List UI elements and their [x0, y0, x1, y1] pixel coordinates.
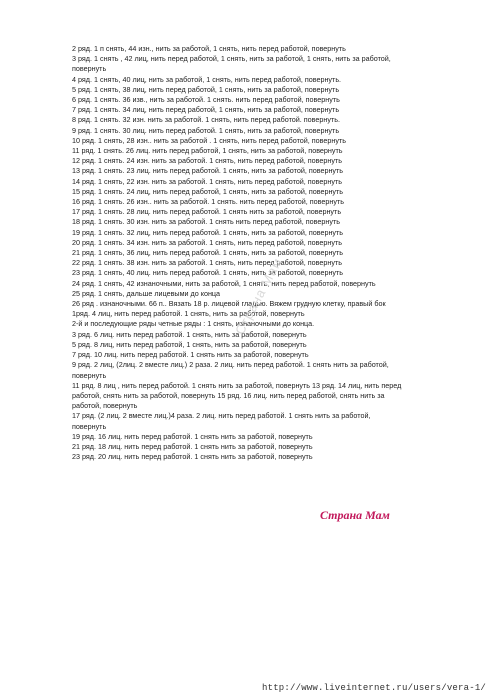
text-line: 11 ряд. 8 лиц , нить перед работой. 1 снять нить за работой, повернуть 13 ряд. 14 лиц, нить перед работой, снять нить за работой, повернуть 15 ряд. 16 лиц. нить перед работой, снять нить за работой, повернуть [72, 380, 402, 411]
text-line: 2 ряд. 1 п снять, 44 изн., нить за работой, 1 снять, нить перед работой, повернуть [72, 44, 346, 53]
text-line: 2-й и последующие ряды четные ряды : 1 снять, изнаночными до конца. [72, 319, 315, 329]
text-line: 8 ряд. 1 снять. 32 изн. нить за работой. 1 снять, нить перед работой. повернуть. [72, 115, 341, 125]
text-line: 20 ряд. 1 снять. 34 изн. нить за работой. 1 снять, нить перед работой, повернуть [72, 237, 343, 247]
text-line: 10 ряд. 1 снять, 28 изн.. нить за работой . 1 снять, нить перед работой, повернуть [72, 135, 347, 145]
text-line: 17 ряд. 1 снять. 28 лиц. нить перед работой. 1 снять нить за работой, повернуть [72, 207, 342, 217]
text-line: 11 ряд. 1 снять. 26 лиц. нить перед работой, 1 снять, нить за работой, повернуть [72, 146, 343, 156]
text-line: 5 ряд. 1 снять, 38 лиц, нить перед работой, 1 снять, нить за работой, повернуть [72, 84, 340, 94]
text-line: 1ряд. 4 лиц, нить перед работой. 1 снять, нить за работой, повернуть [72, 309, 305, 319]
source-url: http://www.liveinternet.ru/users/vera-1/ [262, 683, 487, 693]
text-line: 26 ряд . изнаночными. 66 п.. Вязать 18 р. лицевой гладью. Вяжем грудную клетку, правый бок [72, 299, 386, 309]
text-line: 21 ряд. 18 лиц. нить перед работой. 1 снять нить за работой, повернуть [72, 441, 313, 451]
text-line: 23 ряд. 20 лиц. нить перед работой. 1 снять нить за работой, повернуть [72, 452, 313, 462]
text-line: 5 ряд. 8 лиц, нить перед работой, 1 снять, нить за работой, повернуть [72, 339, 307, 349]
text-line: 7 ряд. 1 снять. 34 лиц, нить перед работой, 1 снять, нить за работой, повернуть [72, 105, 340, 115]
text-line: 19 ряд. 16 лиц. нить перед работой. 1 снять нить за работой, повернуть [72, 431, 313, 441]
text-line: 3 ряд. 6 лиц. нить перед работой. 1 снять, нить за работой, повернуть [72, 329, 307, 339]
text-line: 3 ряд. 1 снять , 42 лиц, нить перед работой, 1 снять, нить за работой, 1 снять, нить за работой, повернуть [72, 54, 391, 74]
text-line: повернуть [72, 370, 107, 380]
watermark-text: Страна Мам [232, 254, 286, 338]
text-line: 15 ряд. 1 снять. 24 лиц, нить перед работой, 1 снять, нить за работой, повернуть [72, 186, 344, 196]
text-line: 18 ряд. 1 снять. 30 изн. нить за работой. 1 снять нить перед работой, повернуть [72, 217, 341, 227]
text-line: 6 ряд. 1 снять. 36 изв., нить за работой. 1 снять. нить перед работой, повернуть [72, 95, 340, 105]
text-line: 23 ряд. 1 снять, 40 лиц. нить перед работой. 1 снять, нить за работой, повернуть [72, 268, 344, 278]
text-line: 14 ряд. 1 снять, 22 изн. нить за работой. 1 снять, нить перед работой, повернуть [72, 176, 343, 186]
text-line: 24 ряд. 1 снять, 42 изнаночными, нить за работой, 1 снять, нить перед работой, повернуть [72, 278, 376, 288]
text-line: 25 ряд. 1 снять, дальше лицевыми до конца [72, 288, 221, 298]
document-body [72, 44, 402, 462]
text-line: 7 ряд. 10 лиц. нить перед работой. 1 снять нить за работой, повернуть [72, 350, 309, 360]
text-line: 13 ряд. 1 снять. 23 лиц. нить перед работой. 1 снять, нить за работой, повернуть [72, 166, 344, 176]
text-line: 4 ряд. 1 снять, 40 лиц, нить за работой, 1 снять, нить перед работой, повернуть. [72, 74, 342, 84]
text-line: 9 ряд. 1 снять. 30 лиц. нить перед работой. 1 снять, нить за работой, повернуть [72, 125, 340, 135]
strana-mam-logo [320, 508, 390, 523]
text-line: 12 ряд. 1 снять. 24 изн. нить за работой. 1 снять, нить перед работой, повернуть [72, 156, 343, 166]
text-line: 17 ряд. (2 лиц. 2 вместе лиц.)4 раза. 2 лиц. нить перед работой. 1 снять нить за работой, повернуть [72, 411, 371, 431]
text-line: 19 ряд. 1 снять. 32 лиц, нить перед работой. 1 снять, нить за работой, повернуть [72, 227, 344, 237]
text-line: 9 ряд. 2 лиц, (2лиц. 2 вместе лиц.) 2 раза. 2 лиц. нить перед работой. 1 снять нить за работой, [72, 360, 389, 370]
logo-text: Страна Мам [320, 508, 390, 522]
text-line: 16 ряд. 1 снять. 26 изн.. нить за работой. 1 снять. нить перед работой, повернуть [72, 197, 345, 207]
text-line: 21 ряд. 1 снять, 36 лиц, нить перед работой. 1 снять, нить за работой, повернуть [72, 248, 344, 258]
text-line: 22 ряд. 1 снять. 38 изн. нить за работой. 1 снять, нить перед работой, повернуть [72, 258, 343, 268]
